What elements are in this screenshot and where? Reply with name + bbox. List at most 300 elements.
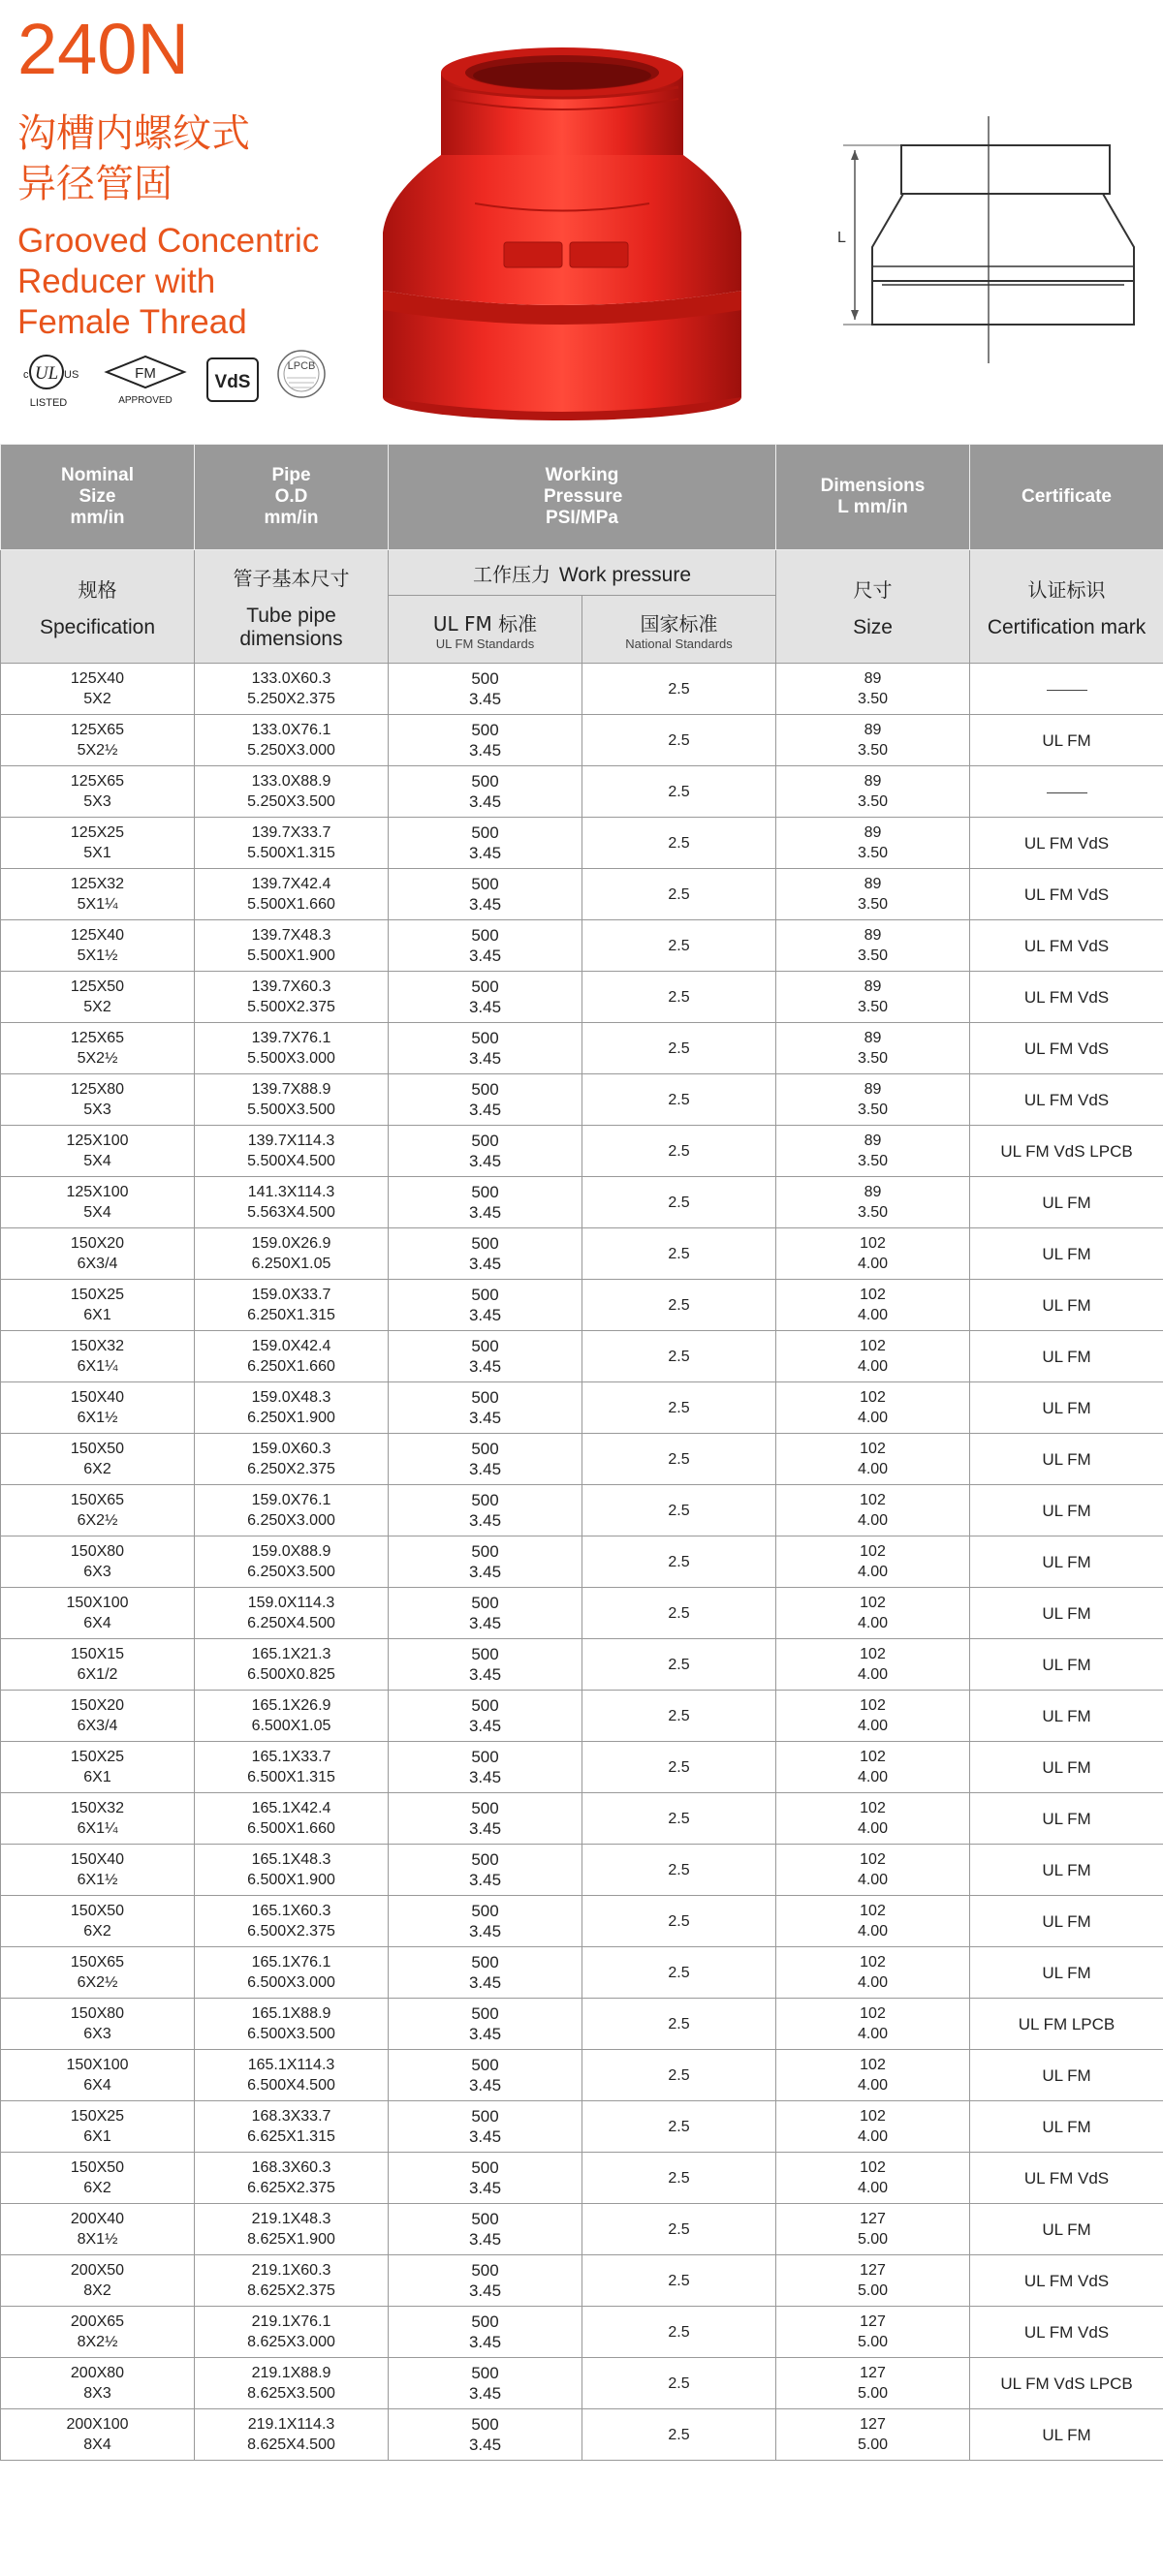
- spec-in: 5X3: [83, 793, 111, 810]
- od-mm: 159.0X76.1: [251, 1492, 331, 1508]
- spec-cell: [1, 1228, 195, 1280]
- tube-en: Tube pipe dimensions: [239, 604, 343, 650]
- pressure-psi: 500: [471, 1234, 499, 1253]
- od-in: 5.500X3.000: [247, 1050, 335, 1067]
- length-mm: 102: [860, 1389, 886, 1406]
- national-pressure-cell: [582, 1742, 776, 1793]
- length-in: 4.00: [857, 2077, 889, 2094]
- length-mm: 102: [860, 1441, 886, 1457]
- pressure-mpa: 3.45: [468, 1871, 502, 1889]
- spec-mm: 125X25: [70, 824, 125, 841]
- table-row: [1, 1023, 1163, 1074]
- table-row: [1, 1126, 1163, 1177]
- spec-mm: 150X25: [70, 1287, 125, 1303]
- title-en-line1: Grooved Concentric: [17, 222, 320, 260]
- ulfm-pressure-cell: [389, 818, 582, 869]
- spec-cell: [1, 1382, 195, 1434]
- length-in: 4.00: [857, 1358, 889, 1375]
- pressure-national: 2.5: [668, 834, 690, 852]
- table-row: [1, 664, 1163, 715]
- pipe-od-cell: [195, 1074, 389, 1126]
- spec-cell: [1, 766, 195, 818]
- pressure-mpa: 3.45: [468, 947, 502, 965]
- certificate-cell: [970, 1485, 1163, 1536]
- spec-mm: 125X80: [70, 1081, 125, 1098]
- spec-cell: [1, 1793, 195, 1845]
- certificate-value: UL FM VdS LPCB: [1000, 1141, 1133, 1161]
- spec-cell: [1, 1999, 195, 2050]
- spec-cell: [1, 2307, 195, 2358]
- certificate-value: UL FM: [1042, 1809, 1091, 1828]
- pipe-od-cell: [195, 1588, 389, 1639]
- lpcb-icon: [278, 351, 325, 397]
- od-mm: 159.0X26.9: [251, 1235, 331, 1252]
- pipe-od-cell: [195, 1382, 389, 1434]
- pressure-mpa: 3.45: [468, 1357, 502, 1376]
- ulfm-pressure-cell: [389, 1023, 582, 1074]
- certificate-cell: [970, 715, 1163, 766]
- spec-in: 6X1¼: [77, 1820, 118, 1837]
- spec-in: 5X4: [83, 1204, 111, 1221]
- od-in: 5.563X4.500: [247, 1204, 335, 1221]
- od-mm: 139.7X48.3: [251, 927, 331, 944]
- certificate-value: UL FM VdS: [1023, 2322, 1110, 2342]
- national-pressure-cell: [582, 972, 776, 1023]
- certificate-cell: [970, 920, 1163, 972]
- ulfm-pressure-cell: [389, 664, 582, 715]
- ulfm-pressure-cell: [389, 2409, 582, 2461]
- size-cell: [776, 1896, 970, 1947]
- spec-cell: [1, 920, 195, 972]
- table-row: [1, 1639, 1163, 1691]
- certificate-cell: [970, 2358, 1163, 2409]
- size-cell: [776, 869, 970, 920]
- table-header-row-en: [1, 445, 1163, 550]
- length-mm: 89: [864, 1030, 882, 1046]
- od-in: 6.250X1.315: [247, 1307, 335, 1323]
- pipe-od-cell: [195, 2101, 389, 2153]
- certificate-cell: [970, 1947, 1163, 1999]
- od-mm: 139.7X76.1: [251, 1030, 331, 1046]
- size-cell: [776, 1742, 970, 1793]
- length-in: 4.00: [857, 1256, 889, 1272]
- length-in: 4.00: [857, 1564, 889, 1580]
- od-mm: 159.0X88.9: [251, 1543, 331, 1560]
- certificate-value: UL FM LPCB: [1018, 2014, 1116, 2033]
- title-en-line2: Reducer with: [17, 263, 216, 300]
- length-mm: 102: [860, 2108, 886, 2125]
- pressure-mpa: 3.45: [468, 1717, 502, 1735]
- length-in: 3.50: [857, 691, 889, 707]
- product-photo: [349, 19, 775, 426]
- od-in: 6.250X1.05: [251, 1256, 331, 1272]
- od-in: 6.500X4.500: [247, 2077, 335, 2094]
- spec-mm: 125X32: [70, 876, 125, 892]
- spec-in: 6X1: [83, 1769, 111, 1785]
- spec-mm: 150X65: [70, 1954, 125, 1971]
- header-national-standards: [582, 596, 776, 664]
- spec-mm: 150X100: [66, 1595, 129, 1611]
- pressure-national: 2.5: [668, 2426, 690, 2443]
- od-in: 6.500X0.825: [247, 1666, 335, 1683]
- national-pressure-cell: [582, 2307, 776, 2358]
- length-mm: 102: [860, 2159, 886, 2176]
- pipe-od-cell: [195, 2204, 389, 2255]
- length-mm: 102: [860, 1287, 886, 1303]
- title-en-line3: Female Thread: [17, 303, 247, 341]
- spec-cell: [1, 1896, 195, 1947]
- od-mm: 219.1X48.3: [251, 2211, 331, 2227]
- spec-mm: 200X65: [70, 2313, 125, 2330]
- pipe-od-cell: [195, 1999, 389, 2050]
- size-cell: [776, 818, 970, 869]
- pipe-od-cell: [195, 1331, 389, 1382]
- certificate-cell: [970, 1177, 1163, 1228]
- certificate-cell: [970, 2409, 1163, 2461]
- pressure-psi: 500: [471, 1645, 499, 1663]
- size-cell: [776, 1331, 970, 1382]
- od-in: 6.250X4.500: [247, 1615, 335, 1631]
- certificate-value: UL FM VdS: [1023, 2271, 1110, 2290]
- vds-label: VdS: [214, 372, 251, 392]
- pipe-od-cell: [195, 1177, 389, 1228]
- pressure-psi: 500: [471, 1799, 499, 1817]
- od-mm: 165.1X88.9: [251, 2005, 331, 2022]
- pressure-psi: 500: [471, 721, 499, 739]
- length-mm: 89: [864, 722, 882, 738]
- od-mm: 165.1X76.1: [251, 1954, 331, 1971]
- vds-icon: [207, 358, 258, 401]
- tube-cn: 管子基本尺寸: [233, 566, 350, 590]
- pressure-national: 2.5: [668, 2066, 690, 2084]
- spec-mm: 150X80: [70, 1543, 125, 1560]
- spec-in: 6X2½: [77, 1512, 118, 1529]
- table-row: [1, 2204, 1163, 2255]
- od-in: 6.500X3.000: [247, 1974, 335, 1991]
- length-mm: 102: [860, 1697, 886, 1714]
- pressure-psi: 500: [471, 1080, 499, 1099]
- length-in: 4.00: [857, 2026, 889, 2042]
- table-row: [1, 1536, 1163, 1588]
- pressure-national: 2.5: [668, 1245, 690, 1262]
- ulfm-pressure-cell: [389, 920, 582, 972]
- national-pressure-cell: [582, 1639, 776, 1691]
- nat-cn: 国家标准: [640, 611, 718, 636]
- spec-cell: [1, 1691, 195, 1742]
- pipe-od-cell: [195, 869, 389, 920]
- pipe-od-cell: [195, 1485, 389, 1536]
- national-pressure-cell: [582, 1023, 776, 1074]
- length-in: 4.00: [857, 1769, 889, 1785]
- od-in: 5.500X1.315: [247, 845, 335, 861]
- certificate-value: UL FM VdS: [1023, 833, 1110, 853]
- ulfm-pressure-cell: [389, 1126, 582, 1177]
- pressure-mpa: 3.45: [468, 1203, 502, 1222]
- ulfm-pressure-cell: [389, 2358, 582, 2409]
- certificate-cell: [970, 1074, 1163, 1126]
- od-mm: 159.0X60.3: [251, 1441, 331, 1457]
- certificate-value: UL FM: [1042, 1552, 1091, 1571]
- certificate-cell: [970, 1691, 1163, 1742]
- pressure-mpa: 3.45: [468, 1922, 502, 1940]
- size-cell: [776, 2050, 970, 2101]
- pressure-national: 2.5: [668, 1142, 690, 1160]
- od-mm: 139.7X60.3: [251, 978, 331, 995]
- title-chinese: [17, 109, 250, 209]
- length-mm: 102: [860, 2005, 886, 2022]
- length-in: 4.00: [857, 1410, 889, 1426]
- spec-mm: 150X20: [70, 1235, 125, 1252]
- national-pressure-cell: [582, 2255, 776, 2307]
- national-pressure-cell: [582, 1434, 776, 1485]
- certificate-cell: [970, 1536, 1163, 1588]
- ulfm-pressure-cell: [389, 1691, 582, 1742]
- spec-in: 6X1/2: [77, 1666, 118, 1683]
- spec-in: 8X2: [83, 2282, 111, 2299]
- od-in: 6.500X2.375: [247, 1923, 335, 1940]
- national-pressure-cell: [582, 1228, 776, 1280]
- spec-in: 5X2: [83, 691, 111, 707]
- pressure-mpa: 3.45: [468, 1768, 502, 1786]
- certification-logos: [17, 349, 337, 417]
- national-pressure-cell: [582, 1331, 776, 1382]
- pressure-national: 2.5: [668, 1553, 690, 1570]
- od-mm: 219.1X114.3: [247, 2416, 335, 2433]
- pressure-national: 2.5: [668, 937, 690, 954]
- table-row: [1, 1793, 1163, 1845]
- length-in: 5.00: [857, 2231, 889, 2248]
- od-in: 8.625X2.375: [247, 2282, 335, 2299]
- certificate-cell: [970, 1639, 1163, 1691]
- pressure-mpa: 3.45: [468, 1255, 502, 1273]
- pressure-national: 2.5: [668, 1194, 690, 1211]
- ulfm-pressure-cell: [389, 1434, 582, 1485]
- od-in: 6.500X3.500: [247, 2026, 335, 2042]
- table-row: [1, 1228, 1163, 1280]
- national-pressure-cell: [582, 1947, 776, 1999]
- certificate-cell: [970, 1228, 1163, 1280]
- ulfm-pressure-cell: [389, 2101, 582, 2153]
- pressure-mpa: 3.45: [468, 1460, 502, 1478]
- ulfm-pressure-cell: [389, 972, 582, 1023]
- spec-cell: [1, 972, 195, 1023]
- spec-cell: [1, 1588, 195, 1639]
- certificate-value: UL FM: [1042, 1911, 1091, 1931]
- length-in: 4.00: [857, 1461, 889, 1477]
- size-cell: [776, 2255, 970, 2307]
- spec-in: 5X3: [83, 1102, 111, 1118]
- pressure-mpa: 3.45: [468, 2179, 502, 2197]
- ulfm-pressure-cell: [389, 2307, 582, 2358]
- header-dimensions: Dimensions L mm/in: [776, 445, 970, 550]
- od-in: 8.625X3.000: [247, 2334, 335, 2350]
- header-work-pressure: [389, 550, 776, 596]
- pressure-psi: 500: [471, 2312, 499, 2331]
- svg-text:US: US: [64, 369, 79, 381]
- length-mm: 127: [860, 2262, 886, 2279]
- pipe-od-cell: [195, 2153, 389, 2204]
- header-tube-dimensions: [195, 550, 389, 664]
- pressure-psi: 500: [471, 823, 499, 842]
- certificate-cell: [970, 1434, 1163, 1485]
- table-row: [1, 1947, 1163, 1999]
- length-mm: 127: [860, 2313, 886, 2330]
- size-cell: [776, 1536, 970, 1588]
- no-certificate-dash: [1047, 792, 1087, 793]
- spec-cell: [1, 1074, 195, 1126]
- spec-in: 8X3: [83, 2385, 111, 2402]
- ulfm-pressure-cell: [389, 2153, 582, 2204]
- length-mm: 102: [860, 1235, 886, 1252]
- certificate-value: UL FM: [1042, 1757, 1091, 1777]
- pressure-psi: 500: [471, 669, 499, 688]
- national-pressure-cell: [582, 1280, 776, 1331]
- pipe-od-cell: [195, 1639, 389, 1691]
- length-mm: 102: [860, 1543, 886, 1560]
- spec-mm: 125X65: [70, 1030, 125, 1046]
- od-mm: 133.0X88.9: [251, 773, 331, 790]
- length-in: 3.50: [857, 1153, 889, 1169]
- length-mm: 102: [860, 1749, 886, 1765]
- length-in: 3.50: [857, 1102, 889, 1118]
- pressure-mpa: 3.45: [468, 2127, 502, 2146]
- size-en: Size: [853, 615, 893, 638]
- spec-cell: [1, 664, 195, 715]
- certificate-cell: [970, 2204, 1163, 2255]
- pressure-mpa: 3.45: [468, 1409, 502, 1427]
- pressure-psi: 500: [471, 2107, 499, 2126]
- svg-text:UL: UL: [34, 363, 59, 384]
- catalog-header: [0, 0, 1163, 446]
- length-in: 4.00: [857, 1615, 889, 1631]
- od-in: 6.500X1.660: [247, 1820, 335, 1837]
- table-row: [1, 715, 1163, 766]
- od-mm: 159.0X48.3: [251, 1389, 331, 1406]
- pipe-od-cell: [195, 1434, 389, 1485]
- od-mm: 159.0X42.4: [251, 1338, 331, 1354]
- ulfm-pressure-cell: [389, 1588, 582, 1639]
- length-in: 3.50: [857, 896, 889, 913]
- certificate-cell: [970, 2050, 1163, 2101]
- pressure-national: 2.5: [668, 783, 690, 800]
- certificate-value: UL FM: [1042, 1501, 1091, 1520]
- specification-table: [0, 444, 1163, 2461]
- od-mm: 165.1X114.3: [247, 2057, 335, 2073]
- pressure-mpa: 3.45: [468, 1152, 502, 1170]
- length-mm: 102: [860, 1954, 886, 1971]
- pipe-od-cell: [195, 1280, 389, 1331]
- spec-mm: 150X50: [70, 1441, 125, 1457]
- pressure-mpa: 3.45: [468, 2025, 502, 2043]
- length-in: 4.00: [857, 1718, 889, 1734]
- pressure-national: 2.5: [668, 988, 690, 1006]
- spec-in: 5X2½: [77, 742, 118, 759]
- table-row: [1, 1588, 1163, 1639]
- pressure-mpa: 3.45: [468, 1563, 502, 1581]
- pressure-psi: 500: [471, 2056, 499, 2074]
- ulfm-pressure-cell: [389, 1074, 582, 1126]
- size-cell: [776, 1023, 970, 1074]
- pressure-psi: 500: [471, 2158, 499, 2177]
- spec-mm: 150X25: [70, 2108, 125, 2125]
- length-mm: 89: [864, 978, 882, 995]
- pipe-od-cell: [195, 1742, 389, 1793]
- national-pressure-cell: [582, 1177, 776, 1228]
- od-in: 6.625X2.375: [247, 2180, 335, 2196]
- length-mm: 89: [864, 670, 882, 687]
- model-number: 240N: [17, 9, 189, 89]
- certificate-value: UL FM: [1042, 1398, 1091, 1417]
- national-pressure-cell: [582, 2050, 776, 2101]
- size-cell: [776, 1382, 970, 1434]
- spec-cell: [1, 2153, 195, 2204]
- length-mm: 102: [860, 1492, 886, 1508]
- ulfm-pressure-cell: [389, 1793, 582, 1845]
- pressure-psi: 500: [471, 772, 499, 791]
- size-cell: [776, 1177, 970, 1228]
- od-in: 6.500X1.900: [247, 1872, 335, 1888]
- certificate-cell: [970, 2101, 1163, 2153]
- spec-cell: [1, 1177, 195, 1228]
- title-cn-line2: 异径管固: [17, 162, 173, 206]
- size-cell: [776, 972, 970, 1023]
- spec-cell: [1, 1434, 195, 1485]
- spec-mm: 125X65: [70, 722, 125, 738]
- pressure-mpa: 3.45: [468, 2436, 502, 2454]
- pressure-psi: 500: [471, 875, 499, 893]
- pressure-psi: 500: [471, 1696, 499, 1715]
- national-pressure-cell: [582, 2101, 776, 2153]
- table-row: [1, 1177, 1163, 1228]
- spec-cell: [1, 1126, 195, 1177]
- od-mm: 133.0X76.1: [251, 722, 331, 738]
- ulfm-pressure-cell: [389, 1485, 582, 1536]
- certificate-cell: [970, 972, 1163, 1023]
- fm-approved-label: APPROVED: [118, 395, 173, 406]
- pressure-national: 2.5: [668, 1399, 690, 1416]
- spec-mm: 125X100: [66, 1184, 129, 1200]
- pressure-mpa: 3.45: [468, 844, 502, 862]
- od-in: 6.625X1.315: [247, 2128, 335, 2145]
- pressure-national: 2.5: [668, 1964, 690, 1981]
- pressure-mpa: 3.45: [468, 1614, 502, 1632]
- od-mm: 219.1X76.1: [251, 2313, 331, 2330]
- cert-en: Certification mark: [987, 615, 1147, 638]
- pressure-national: 2.5: [668, 1348, 690, 1365]
- ulfm-pressure-cell: [389, 1639, 582, 1691]
- certificate-cell: [970, 766, 1163, 818]
- header-specification: [1, 550, 195, 664]
- pipe-od-cell: [195, 1947, 389, 1999]
- od-mm: 219.1X88.9: [251, 2365, 331, 2381]
- length-in: 5.00: [857, 2334, 889, 2350]
- pressure-mpa: 3.45: [468, 1101, 502, 1119]
- pressure-psi: 500: [471, 1850, 499, 1869]
- national-pressure-cell: [582, 1793, 776, 1845]
- header-ulfm-standards: [389, 596, 582, 664]
- od-in: 5.500X3.500: [247, 1102, 335, 1118]
- pressure-mpa: 3.45: [468, 690, 502, 708]
- work-cn: 工作压力: [472, 562, 550, 586]
- ulfm-pressure-cell: [389, 1331, 582, 1382]
- length-in: 3.50: [857, 845, 889, 861]
- length-mm: 127: [860, 2365, 886, 2381]
- pressure-national: 2.5: [668, 2272, 690, 2289]
- length-in: 3.50: [857, 999, 889, 1015]
- spec-in: 6X2: [83, 2180, 111, 2196]
- national-pressure-cell: [582, 1845, 776, 1896]
- certificate-cell: [970, 1126, 1163, 1177]
